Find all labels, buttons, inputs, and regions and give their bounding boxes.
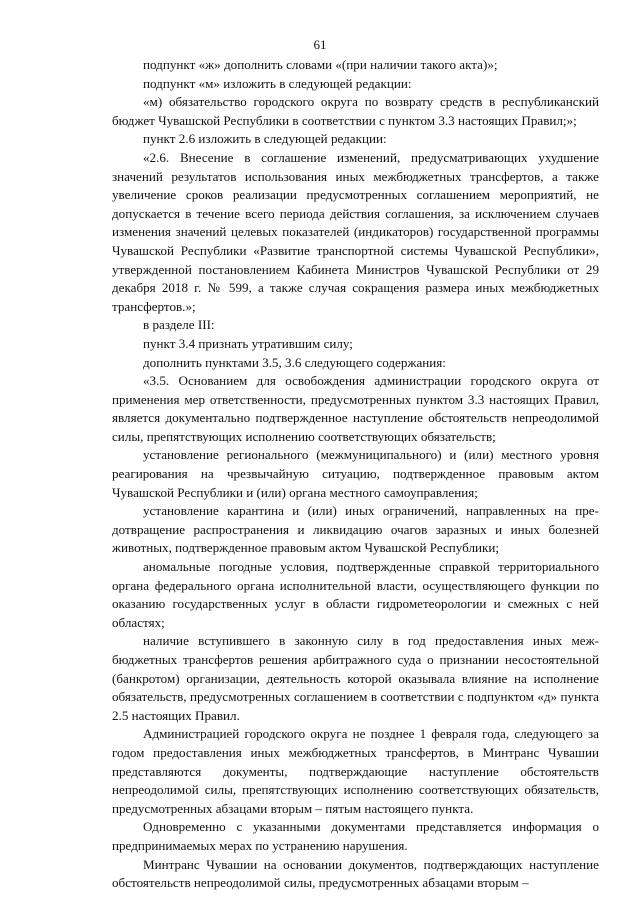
paragraph: аномальные погодные условия, подтвержденные справкой территориального органа федерального органа исполнительной власти, осуществляющего функции по оказанию государственных услуг в области гидрометеорологии и смежных с ней областях; bbox=[112, 559, 599, 630]
paragraph: дополнить пунктами 3.5, 3.6 следующего содержания: bbox=[143, 354, 446, 370]
paragraph: установление регионального (межмуниципального) и (или) местного уровня реагирования на чрезвычайную ситуацию, подтвержденное правовым актом Чувашской Республики и (или) органа местного самоуправления; bbox=[112, 447, 599, 500]
paragraph: подпункт «ж» дополнить словами «(при наличии такого акта)»; bbox=[143, 57, 498, 72]
paragraph: пункт 2.6 изложить в следующей редакции: bbox=[143, 131, 387, 147]
paragraph: Минтранс Чувашии на основании документов, подтверждающих наступление обстоятельств непреодолимой силы, предусмотренных абзацами вторым – bbox=[112, 856, 599, 891]
paragraph: подпункт «м» изложить в следующей редакции: bbox=[143, 75, 412, 91]
paragraph: «2.6. Внесение в соглашение изменений, предусматривающих ухудшение значений результатов использования иных межбюджетных трансфертов, а также увеличение сроков реализации предусмотренных соглашением мероприятий, не допускается в течение всего периода действия соглашения, за исключением случаев изменения значений целевых показателей (индикаторов) государственной программы Чувашской Республики «Развитие транспортной системы Чувашской Республики», утвержденной постановлением Кабинета Министров Чувашской Республики от 29 декабря 2018 г. № 599, а также случая сокращения размера иных межбюджетных трансфертов.»; bbox=[112, 149, 599, 314]
page-number: 61 bbox=[313, 37, 327, 52]
paragraph: «3.5. Основанием для освобождения администрации городского округа от применения мер ответственности, предусмотренных пунктом 3.3 настоящих Правил, является документально подтвержденное наступление обстоятельств непреодолимой силы, препятствующих исполнению соответствующих обязательств; bbox=[112, 373, 599, 444]
paragraph: установление карантина и (или) иных ограничений, направленных на предотвращение распространения и ликвидацию очагов заразных и иных болезней животных, подтвержденное правовым актом Чувашской Республики; bbox=[112, 503, 599, 556]
paragraph: пункт 3.4 признать утратившим силу; bbox=[143, 335, 353, 351]
paragraph: наличие вступившего в законную силу в год предоставления иных межбюджетных трансфертов решения арбитражного суда о признании несостоятельной (банкротом) организации, деятельность которой оказывала влияние на исполнение обязательств, предусмотренных соглашением в соответствии с подпунктом «д» пункта 2.5 настоящих Правил. bbox=[112, 633, 599, 723]
paragraph: Администрацией городского округа не позднее 1 февраля года, следующего за годом предоставления иных межбюджетных трансфертов, в Минтранс Чувашии представляются документы, подтверждающие наступление обстоятельств непреодолимой силы, препятствующих исполнению соответствующих обязательств, предусмотренных абзацами вторым – пятым настоящего пункта. bbox=[112, 726, 599, 816]
paragraph: «м) обязательство городского округа по возврату средств в республиканский бюджет Чувашской Республики в соответствии с пунктом 3.3 настоящих Правил;»; bbox=[112, 94, 599, 128]
document-body bbox=[112, 56, 599, 893]
paragraph: в разделе III: bbox=[143, 317, 215, 333]
paragraph: Одновременно с указанными документами представляется информация о предпринимаемых мерах по устранению нарушения. bbox=[112, 819, 599, 853]
